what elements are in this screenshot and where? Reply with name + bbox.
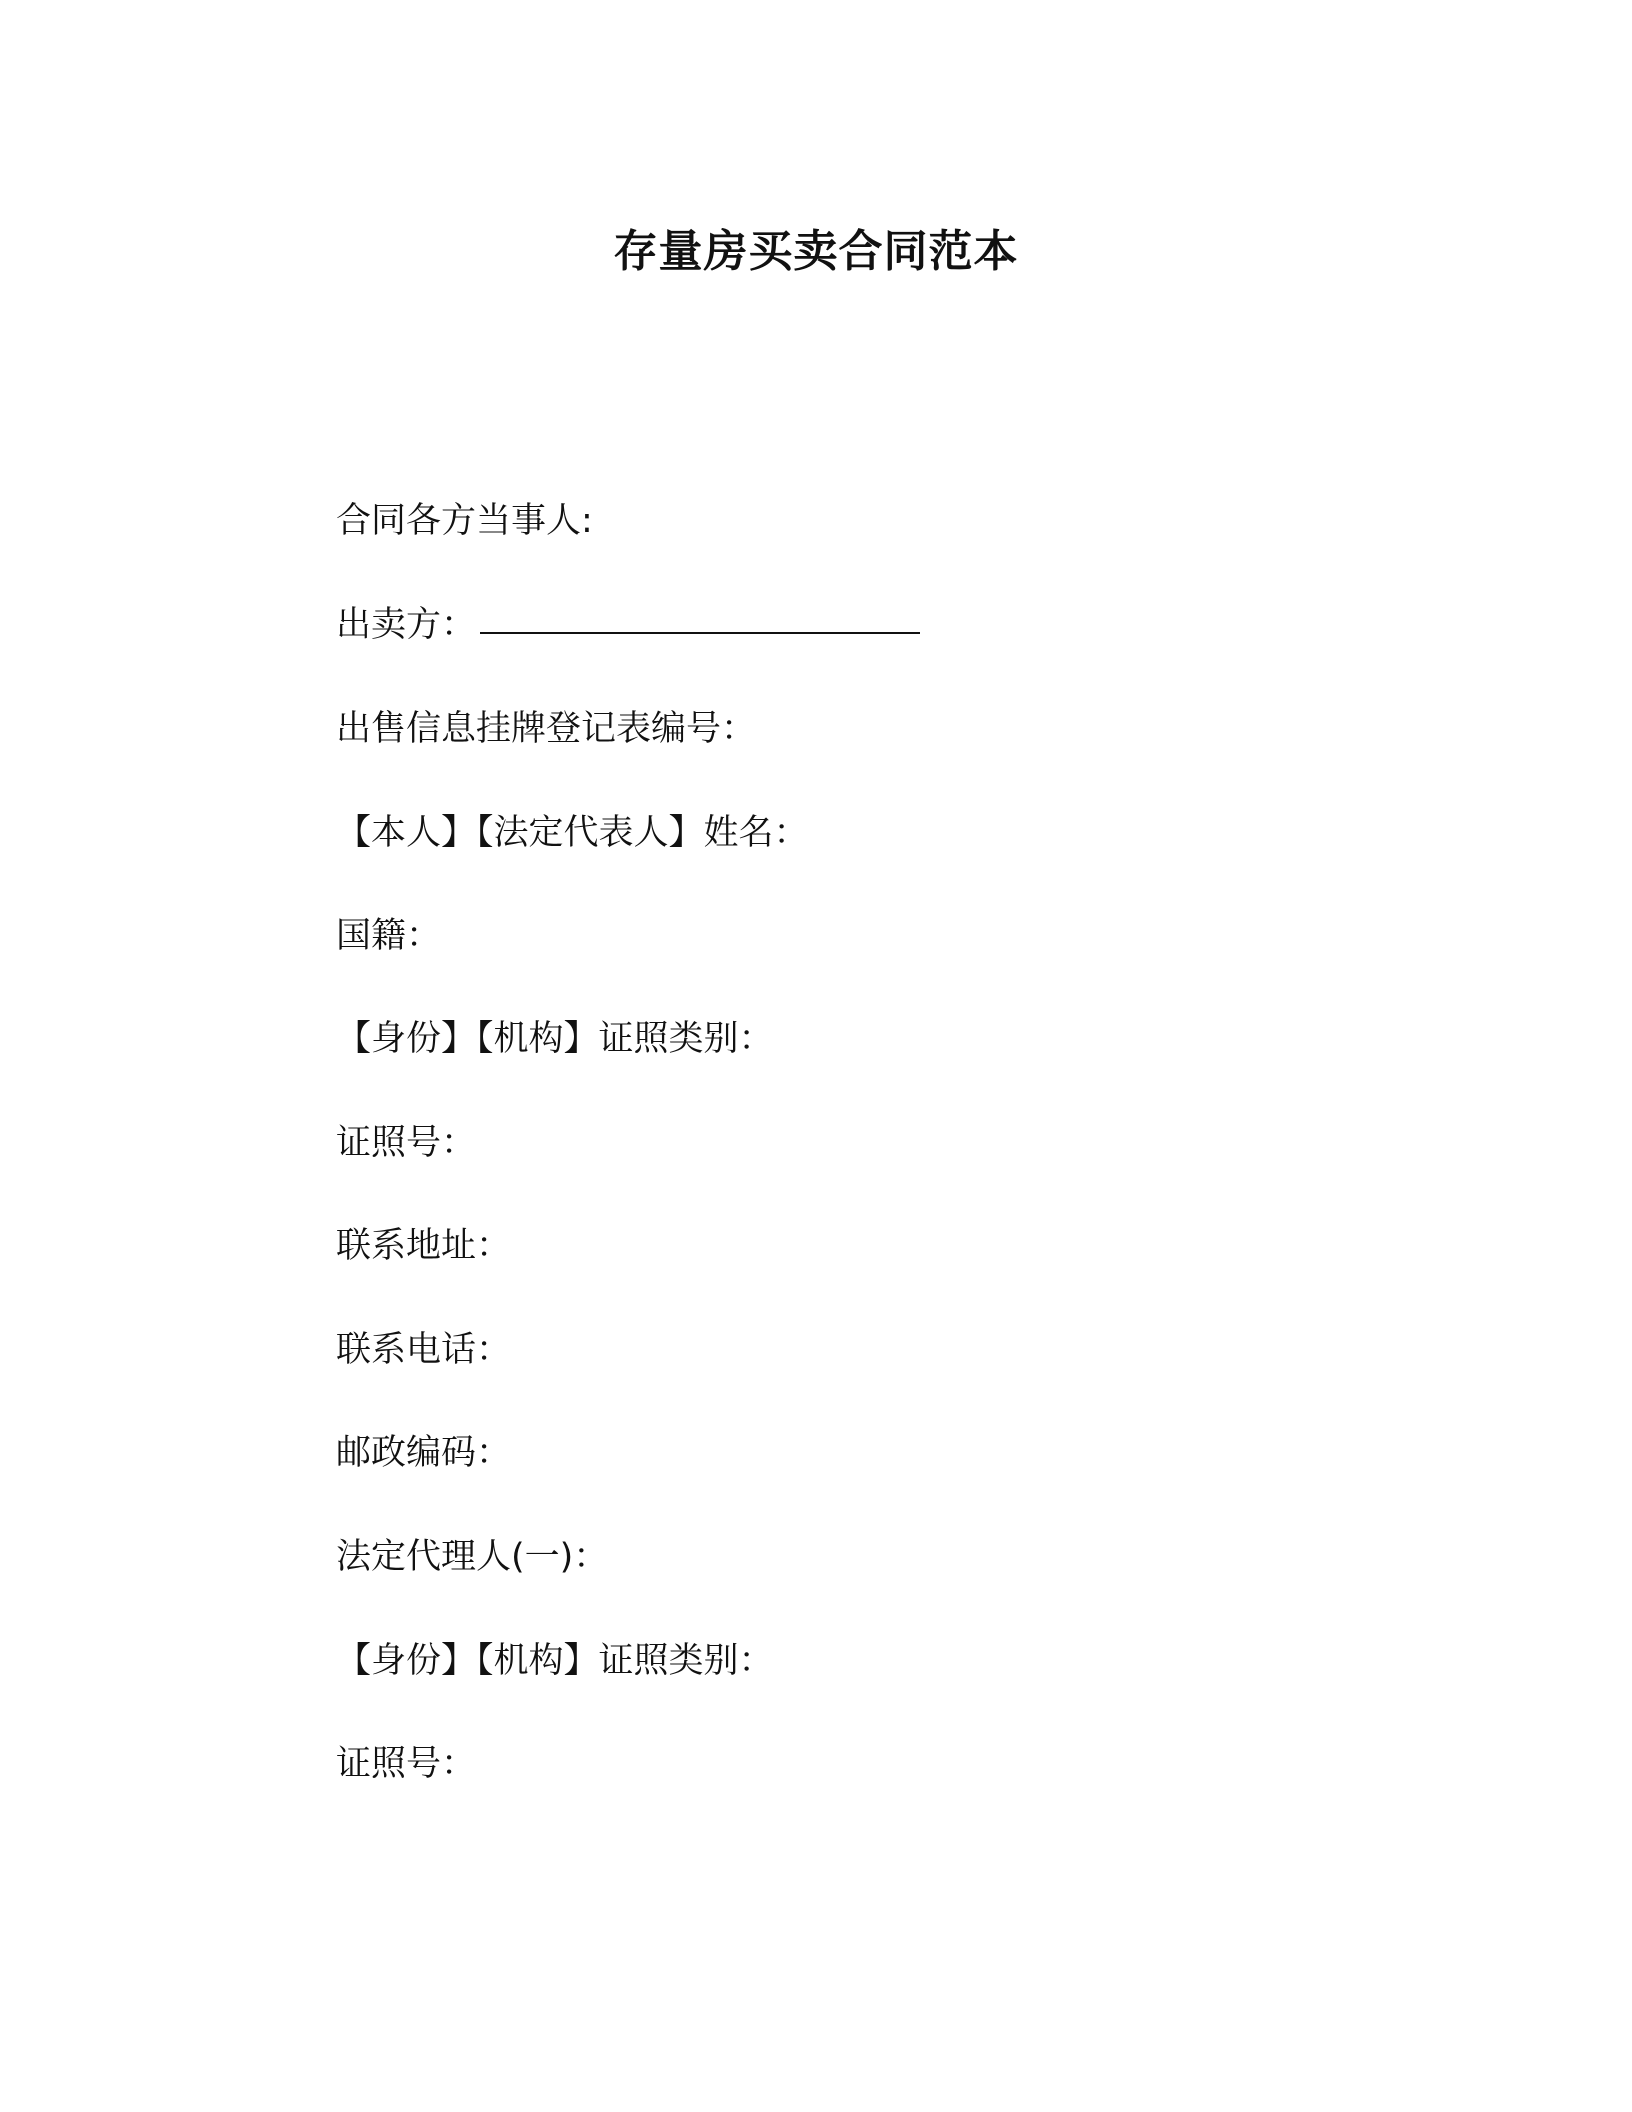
postal-code-label: 邮政编码： xyxy=(336,1433,512,1473)
seller-label: 出卖方： xyxy=(336,605,477,645)
id-type-line xyxy=(336,1014,774,1064)
parties-label: 合同各方当事人: xyxy=(336,501,593,541)
nationality-label: 国籍： xyxy=(336,916,442,956)
agent-id-number-line xyxy=(336,1739,476,1789)
agent-id-type-label: 【身份】【机构】证照类别： xyxy=(336,1641,774,1681)
name-label: 【本人】【法定代表人】姓名： xyxy=(336,813,809,853)
id-type-label: 【身份】【机构】证照类别： xyxy=(336,1019,774,1059)
document-title: 存量房买卖合同范本 xyxy=(613,226,1019,277)
address-label: 联系地址： xyxy=(336,1226,512,1266)
listing-number-label: 出售信息挂牌登记表编号： xyxy=(336,709,757,749)
seller-line xyxy=(336,600,920,650)
seller-blank-underline xyxy=(480,602,920,634)
listing-number-line xyxy=(336,704,756,754)
address-line xyxy=(336,1221,511,1271)
phone-line xyxy=(336,1325,511,1375)
legal-agent-label: 法定代理人(一)： xyxy=(336,1537,609,1577)
id-number-label: 证照号： xyxy=(336,1123,477,1163)
agent-id-type-line xyxy=(336,1636,774,1686)
phone-label: 联系电话： xyxy=(336,1330,512,1370)
postal-code-line xyxy=(336,1428,511,1478)
name-line xyxy=(336,808,809,858)
parties-heading xyxy=(336,496,593,546)
legal-agent-line xyxy=(336,1532,608,1582)
agent-id-number-label: 证照号： xyxy=(336,1744,477,1784)
nationality-line xyxy=(336,911,441,961)
id-number-line xyxy=(336,1118,476,1168)
